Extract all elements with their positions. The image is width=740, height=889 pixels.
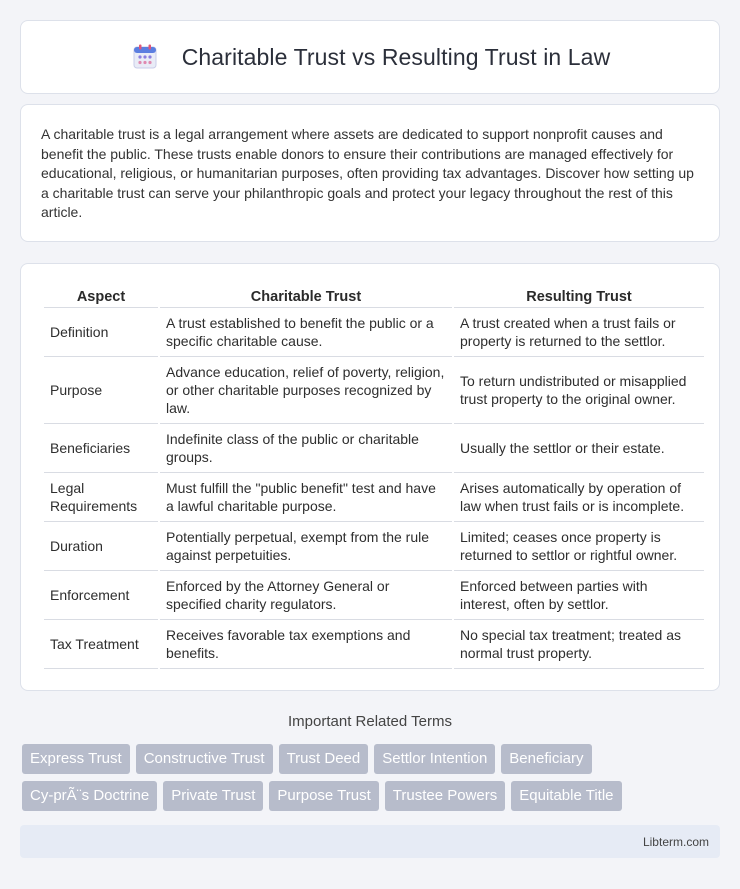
table-row — [44, 571, 704, 620]
charitable-cell: Advance education, relief of poverty, religion, or other charitable purposes recognized by law. — [160, 357, 452, 424]
tag-trustee-powers[interactable]: Trustee Powers — [385, 781, 505, 811]
related-terms-tags — [22, 744, 722, 818]
tag-private-trust[interactable]: Private Trust — [163, 781, 263, 811]
aspect-cell: Beneficiaries — [44, 424, 158, 473]
intro-paragraph: A charitable trust is a legal arrangement where assets are dedicated to support nonprofit causes and benefit the public. These trusts enable donors to ensure their contributions are managed effectively for educational, religious, or humanitarian purposes, often providing tax advantages. Discover how setting up a charitable trust can serve your philanthropic goals and protect your legacy throughout the rest of this article. — [41, 126, 694, 221]
header-resulting-trust: Resulting Trust — [454, 284, 704, 308]
charitable-cell: Must fulfill the "public benefit" test and have a lawful charitable purpose. — [160, 473, 452, 522]
tag-constructive-trust[interactable]: Constructive Trust — [136, 744, 273, 774]
comparison-table-card — [20, 263, 720, 691]
resulting-cell: Usually the settlor or their estate. — [454, 424, 704, 473]
footer — [20, 825, 720, 858]
comparison-table — [42, 284, 706, 669]
resulting-cell: A trust created when a trust fails or property is returned to the settlor. — [454, 308, 704, 357]
tag-row — [22, 781, 722, 811]
aspect-cell: Definition — [44, 308, 158, 357]
resulting-cell: Enforced between parties with interest, often by settlor. — [454, 571, 704, 620]
header-aspect: Aspect — [44, 284, 158, 308]
aspect-cell: Tax Treatment — [44, 620, 158, 669]
intro-card — [20, 104, 720, 242]
aspect-cell: Duration — [44, 522, 158, 571]
table-header-row — [44, 284, 704, 308]
charitable-cell: Receives favorable tax exemptions and benefits. — [160, 620, 452, 669]
aspect-cell: Enforcement — [44, 571, 158, 620]
aspect-cell: Purpose — [44, 357, 158, 424]
tag-row — [22, 744, 722, 774]
table-row — [44, 357, 704, 424]
tag-express-trust[interactable]: Express Trust — [22, 744, 130, 774]
resulting-cell: Limited; ceases once property is returned to settlor or rightful owner. — [454, 522, 704, 571]
tag-trust-deed[interactable]: Trust Deed — [279, 744, 369, 774]
table-row — [44, 424, 704, 473]
tag-cy-pres-doctrine[interactable]: Cy-prÃ¨s Doctrine — [22, 781, 157, 811]
calendar-grid-icon — [130, 42, 160, 72]
tag-purpose-trust[interactable]: Purpose Trust — [269, 781, 378, 811]
tag-equitable-title[interactable]: Equitable Title — [511, 781, 621, 811]
page-title: Charitable Trust vs Resulting Trust in Law — [181, 43, 611, 70]
table-row — [44, 308, 704, 357]
resulting-cell: Arises automatically by operation of law when trust fails or is incomplete. — [454, 473, 704, 522]
tag-beneficiary[interactable]: Beneficiary — [501, 744, 591, 774]
resulting-cell: No special tax treatment; treated as normal trust property. — [454, 620, 704, 669]
charitable-cell: Enforced by the Attorney General or specified charity regulators. — [160, 571, 452, 620]
charitable-cell: Indefinite class of the public or charitable groups. — [160, 424, 452, 473]
charitable-cell: A trust established to benefit the public or a specific charitable cause. — [160, 308, 452, 357]
table-row — [44, 522, 704, 571]
table-row — [44, 473, 704, 522]
resulting-cell: To return undistributed or misapplied trust property to the original owner. — [454, 357, 704, 424]
footer-brand[interactable]: Libterm.com — [642, 835, 709, 849]
tag-settlor-intention[interactable]: Settlor Intention — [374, 744, 495, 774]
charitable-cell: Potentially perpetual, exempt from the rule against perpetuities. — [160, 522, 452, 571]
related-terms-title: Important Related Terms — [288, 713, 452, 730]
header-card — [20, 20, 720, 94]
table-row — [44, 620, 704, 669]
header-charitable-trust: Charitable Trust — [160, 284, 452, 308]
aspect-cell: Legal Requirements — [44, 473, 158, 522]
